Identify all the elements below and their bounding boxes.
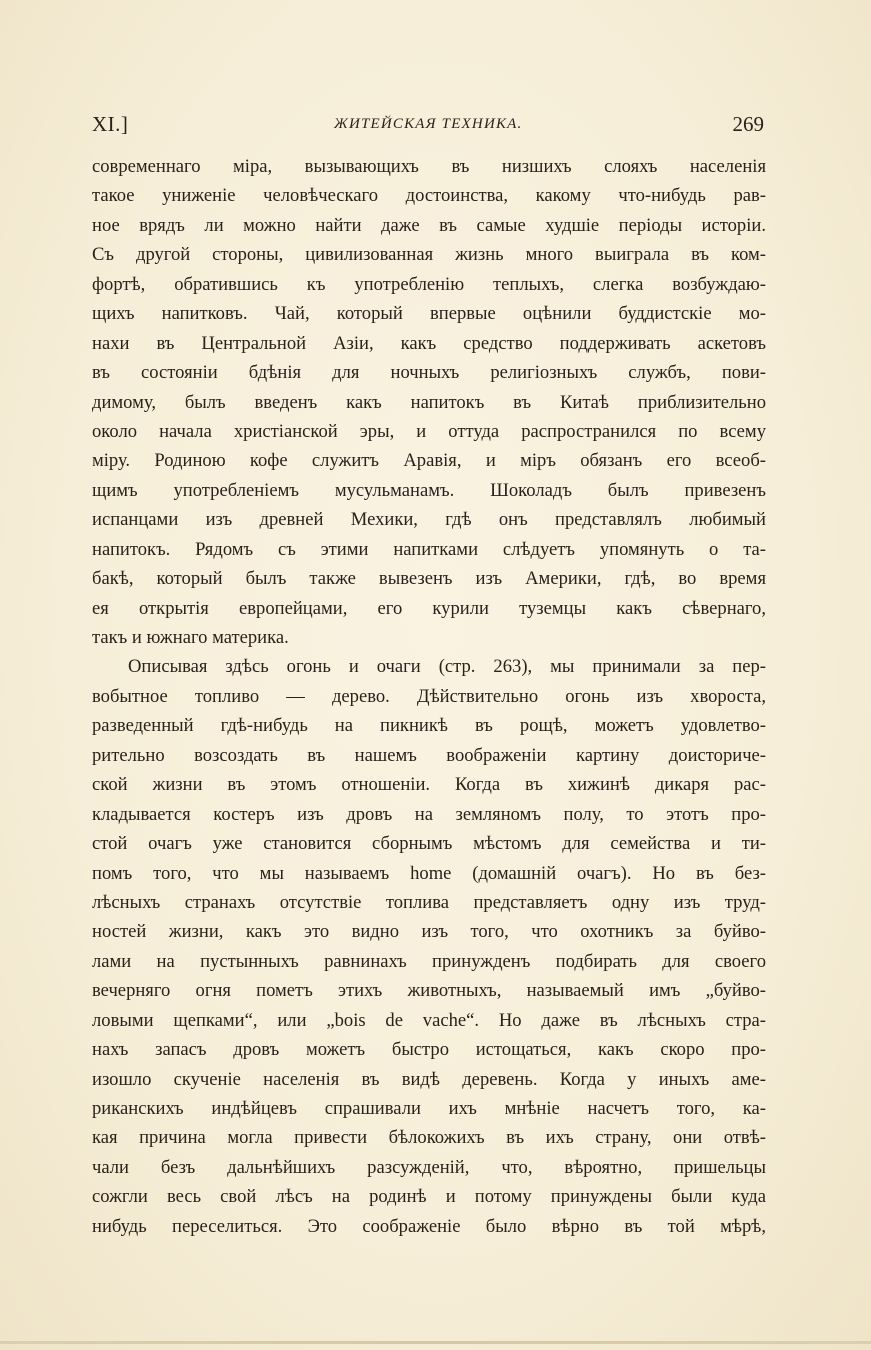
text-line: фортѣ, обратившись къ употребленію теплыхъ, слегка возбуждаю- [92, 273, 766, 295]
paragraph-2 [92, 652, 766, 1241]
text-line: лѣсныхъ странахъ отсутствіе топлива представляетъ одну изъ труд- [92, 891, 766, 913]
text-line: Описывая здѣсь огонь и очаги (стр. 263), мы принимали за пер- [128, 656, 766, 678]
text-line: вечерняго огня пометъ этихъ животныхъ, называемый имъ „буйво- [92, 980, 766, 1002]
running-title: ЖИТЕЙСКАЯ ТЕХНИКА. [334, 116, 523, 132]
text-line: щихъ напитковъ. Чай, который впервые оцѣнили буддистскіе мо- [92, 303, 766, 325]
text-line: около начала христіанской эры, и оттуда распространился по всему [92, 420, 766, 442]
page-edge-shadow [0, 1341, 871, 1344]
text-line: нахи въ Центральной Азіи, какъ средство поддерживать аскетовъ [92, 332, 766, 354]
text-line: стой очагъ уже становится сборнымъ мѣстомъ для семейства и ти- [92, 833, 766, 855]
body-text [92, 152, 766, 1241]
text-line: рительно возсоздать въ нашемъ воображеніи картину доисториче- [92, 744, 766, 766]
text-line: лами на пустынныхъ равнинахъ принужденъ подбирать для своего [92, 950, 766, 972]
text-line: такое униженіе человѣческаго достоинства, какому что-нибудь рав- [92, 185, 766, 207]
text-line: ской жизни въ этомъ отношеніи. Когда въ хижинѣ дикаря рас- [92, 774, 766, 796]
text-line: современнаго міра, вызывающихъ въ низшихъ слояхъ населенія [92, 156, 766, 177]
text-line: бакѣ, который былъ также вывезенъ изъ Америки, гдѣ, во время [92, 568, 766, 590]
text-line: кладывается костеръ изъ дровъ на земляномъ полу, то этотъ про- [92, 803, 766, 825]
chapter-marker: XI.] [92, 112, 129, 136]
running-header [92, 112, 764, 142]
text-line: вобытное топливо — дерево. Дѣйствительно огонь изъ хвороста, [92, 685, 766, 707]
text-line: міру. Родиною кофе служитъ Аравія, и міръ обязанъ его всеоб- [92, 450, 766, 472]
text-line: разведенный гдѣ-нибудь на пикникѣ въ рощѣ, можетъ удовлетво- [92, 715, 766, 737]
text-line: изошло скученіе населенія въ видѣ деревень. Когда у иныхъ аме- [92, 1068, 766, 1090]
text-line: напитокъ. Рядомъ съ этими напитками слѣдуетъ упомянуть о та- [92, 538, 766, 560]
text-line: ловыми щепками“, или „bois de vache“. Но даже въ лѣсныхъ стра- [92, 1009, 766, 1031]
paragraph-1 [92, 152, 766, 652]
text-line: ное врядъ ли можно найти даже въ самые худшіе періоды исторіи. [92, 214, 766, 236]
text-line: нибудь переселиться. Это соображеніе было вѣрно въ той мѣрѣ, [92, 1215, 766, 1237]
text-line: риканскихъ индѣйцевъ спрашивали ихъ мнѣніе насчетъ того, ка- [92, 1098, 766, 1119]
text-line: такъ и южнаго материка. [92, 627, 289, 648]
text-line: щимъ употребленіемъ мусульманамъ. Шоколадъ былъ привезенъ [92, 479, 766, 501]
text-line: ностей жизни, какъ это видно изъ того, что охотникъ за буйво- [92, 921, 766, 943]
text-line: Съ другой стороны, цивилизованная жизнь много выиграла въ ком- [92, 244, 766, 266]
text-line: кая причина могла привести бѣлокожихъ въ ихъ страну, они отвѣ- [92, 1127, 766, 1149]
text-line: димому, былъ введенъ какъ напитокъ въ Китаѣ приблизительно [92, 391, 766, 413]
text-line: ея открытія европейцами, его курили туземцы какъ сѣвернаго, [92, 597, 766, 619]
text-line: помъ того, что мы называемъ home (домашній очагъ). Но въ без- [92, 862, 766, 884]
page-number: 269 [732, 112, 764, 136]
text-line: нахъ запасъ дровъ можетъ быстро истощаться, какъ скоро про- [92, 1039, 766, 1061]
text-line: чали безъ дальнѣйшихъ разсужденій, что, вѣроятно, пришельцы [92, 1156, 766, 1178]
text-line: въ состояніи бдѣнія для ночныхъ религіозныхъ службъ, пови- [92, 362, 766, 384]
text-line: сожгли весь свой лѣсъ на родинѣ и потому принуждены были куда [92, 1186, 766, 1208]
text-line: испанцами изъ древней Мехики, гдѣ онъ представлялъ любимый [92, 509, 766, 531]
